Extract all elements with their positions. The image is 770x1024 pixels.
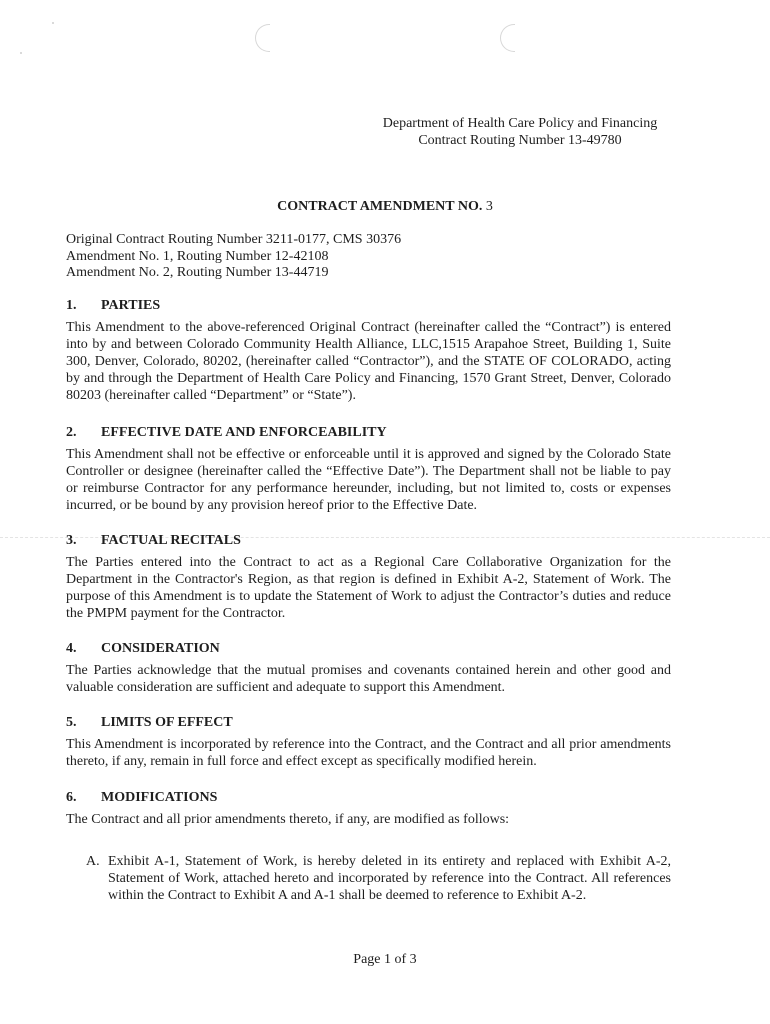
punch-hole-mark	[500, 24, 515, 52]
section-body: This Amendment to the above-referenced Original Contract (hereinafter called the “Contract”) is entered into by and between Colorado Community Health Alliance, LLC,1515 Arapahoe Street, Building 1, Suite 300, Denver, Colorado, 80202, (hereinafter called “Contractor”), and the STATE OF COLORADO, acting by and through the Department of Health Care Policy and Financing, 1570 Grant Street, Denver, Colorado 80203 (hereinafter called “Department” or “State”).	[66, 320, 671, 403]
section-number: 1.	[66, 298, 77, 313]
section-heading	[66, 640, 671, 657]
reference-line: Original Contract Routing Number 3211-0177, CMS 30376	[66, 232, 402, 247]
title-text: CONTRACT AMENDMENT NO.	[277, 199, 483, 214]
scan-speck	[20, 52, 22, 54]
section-number: 6.	[66, 790, 77, 805]
section-consideration	[66, 640, 671, 696]
section-heading	[66, 714, 671, 731]
reference-line: Amendment No. 2, Routing Number 13-44719	[66, 265, 329, 280]
section-title: MODIFICATIONS	[101, 790, 218, 805]
header-department: Department of Health Care Policy and Financing	[382, 116, 658, 131]
section-body: This Amendment shall not be effective or enforceable until it is approved and signed by the Colorado State Controller or designee (hereinafter called the “Effective Date”). The Department shall not be liable to pay or reimburse Contractor for any performance hereunder, including, but not limited to, costs or expenses incurred, or be bound by any provision hereof prior to the Effective Date.	[66, 447, 671, 513]
section-title: LIMITS OF EFFECT	[101, 715, 233, 730]
title-number: 3	[485, 199, 493, 214]
section-title: EFFECTIVE DATE AND ENFORCEABILITY	[101, 425, 387, 440]
document-header	[340, 115, 700, 149]
section-number: 3.	[66, 533, 77, 548]
scan-speck	[52, 22, 54, 24]
section-body: This Amendment is incorporated by reference into the Contract, and the Contract and all prior amendments thereto, if any, remain in full force and effect except as specifically modified herein.	[66, 737, 671, 769]
section-heading	[66, 297, 671, 314]
section-heading	[66, 532, 671, 549]
section-factual-recitals	[66, 532, 671, 622]
section-number: 5.	[66, 715, 77, 730]
page-number: Page 1 of 3	[353, 952, 417, 967]
reference-list	[66, 232, 401, 282]
section-number: 4.	[66, 641, 77, 656]
section-modifications	[66, 789, 671, 828]
section-body: The Parties acknowledge that the mutual promises and covenants contained herein and other good and valuable consideration are sufficient and adequate to support this Amendment.	[66, 663, 671, 695]
document-title	[0, 198, 770, 215]
section-number: 2.	[66, 425, 77, 440]
punch-hole-mark	[255, 24, 270, 52]
list-item-text: Exhibit A-1, Statement of Work, is hereby deleted in its entirety and replaced with Exhibit A-2, Statement of Work, attached hereto and incorporated by reference into the Contract. All references within the Contract to Exhibit A and A-1 shall be deemed to reference to Exhibit A-2.	[108, 854, 671, 903]
section-title: PARTIES	[101, 298, 161, 313]
section-limits-of-effect	[66, 714, 671, 770]
section-parties	[66, 297, 671, 404]
section-body: The Contract and all prior amendments thereto, if any, are modified as follows:	[66, 812, 510, 827]
section-body: The Parties entered into the Contract to act as a Regional Care Collaborative Organization for the Department in the Contractor's Region, as that region is defined in Exhibit A-2, Statement of Work. The purpose of this Amendment is to update the Statement of Work to adjust the Contractor’s duties and reduce the PMPM payment for the Contractor.	[66, 555, 671, 621]
list-item	[86, 853, 671, 904]
reference-line: Amendment No. 1, Routing Number 12-42108	[66, 248, 329, 264]
section-effective-date	[66, 424, 671, 514]
section-title: CONSIDERATION	[101, 641, 220, 656]
section-heading	[66, 789, 671, 806]
list-item-letter: A.	[86, 854, 100, 869]
header-routing-number: Contract Routing Number 13-49780	[418, 133, 622, 148]
section-heading	[66, 424, 671, 441]
section-title: FACTUAL RECITALS	[101, 533, 241, 548]
